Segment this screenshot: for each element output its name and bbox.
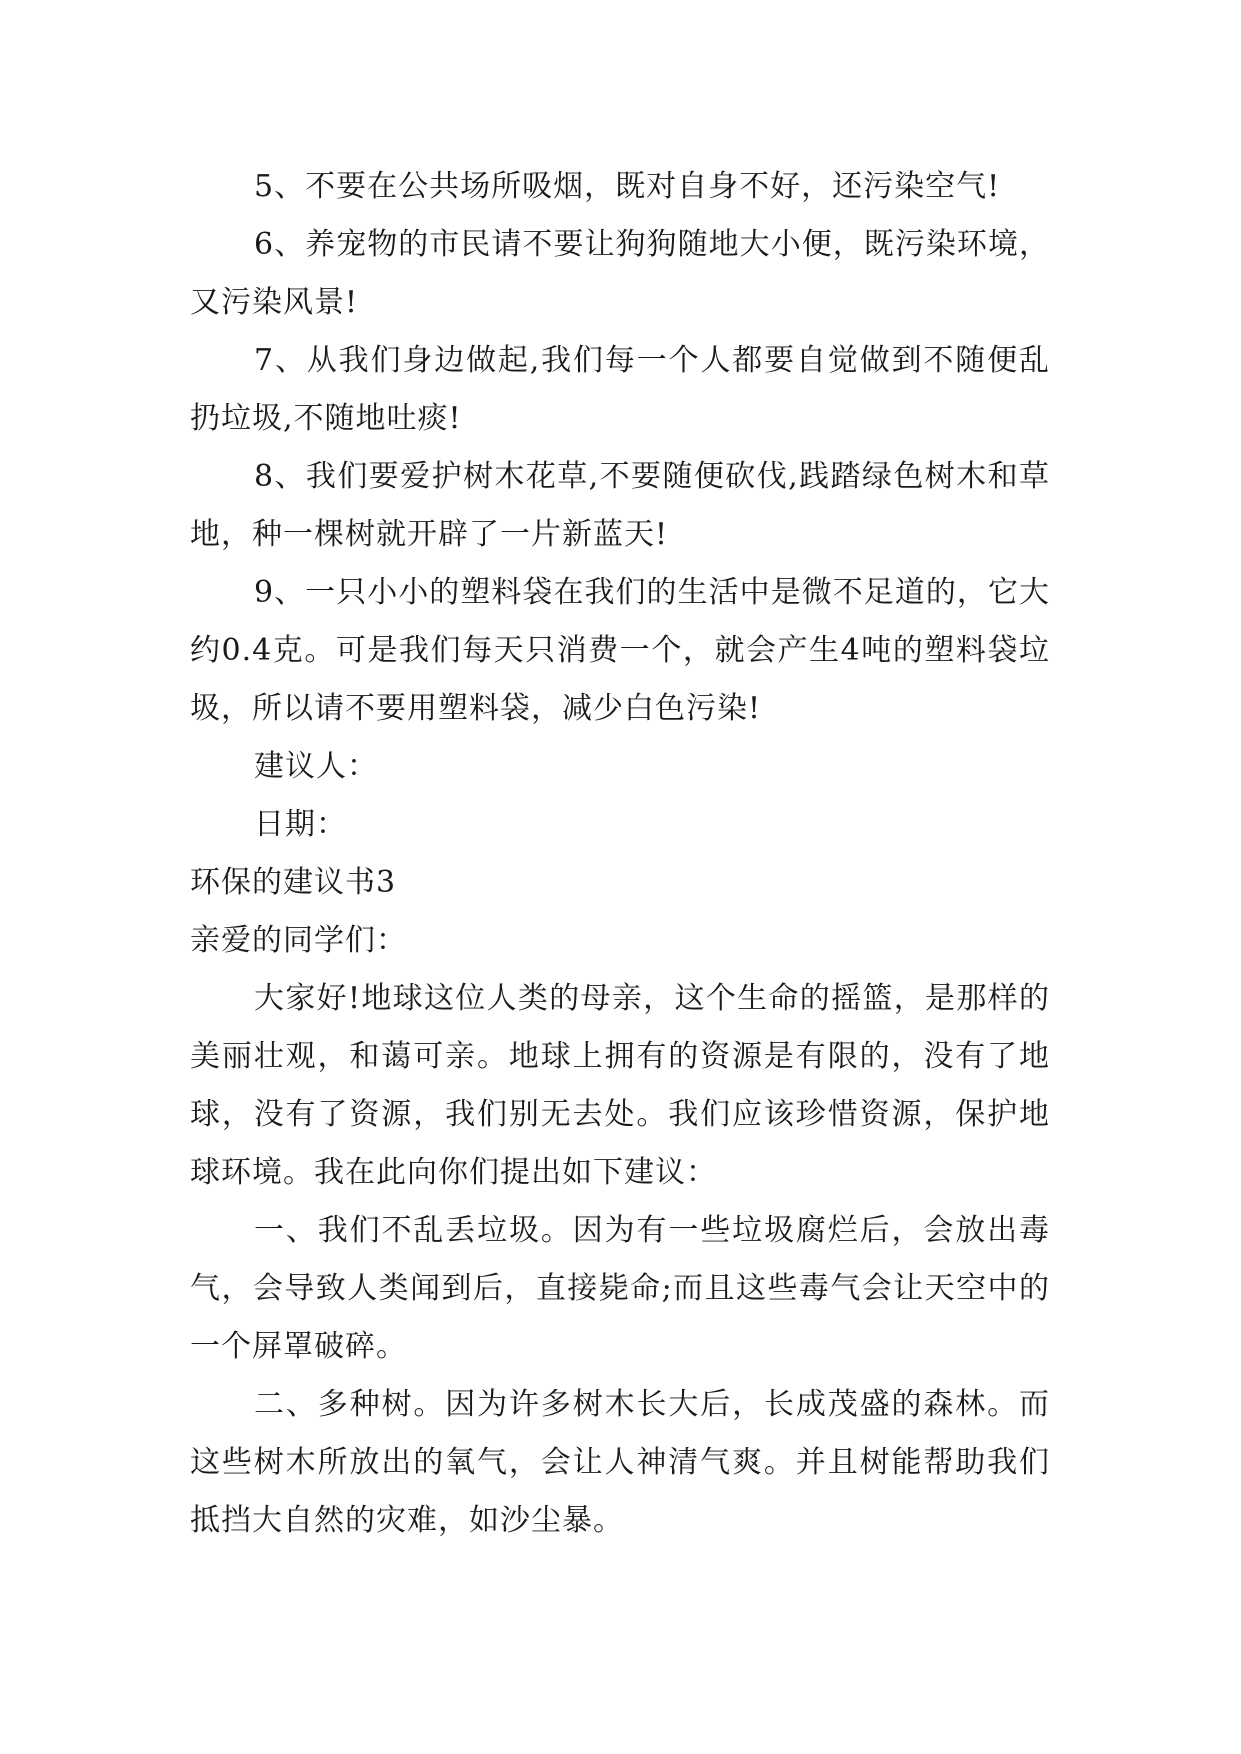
salutation: 亲爱的同学们： xyxy=(190,923,407,958)
date-line: 日期： xyxy=(254,807,347,842)
paragraph-item-6: 6、养宠物的市民请不要让狗狗随地大小便，既污染环境，又污染风景! xyxy=(190,227,1050,320)
intro-paragraph: 大家好!地球这位人类的母亲，这个生命的摇篮，是那样的美丽壮观，和蔼可亲。地球上拥有的资源是有限的，没有了地球，没有了资源，我们别无去处。我们应该珍惜资源，保护地球环境。我在此向你们提出如下建议： xyxy=(190,981,1050,1190)
paragraph-item-5: 5、不要在公共场所吸烟，既对自身不好，还污染空气! xyxy=(254,169,1001,204)
document-body xyxy=(190,158,1050,1550)
suggestion-2: 二、多种树。因为许多树木长大后，长成茂盛的森林。而这些树木所放出的氧气，会让人神清气爽。并且树能帮助我们抵挡大自然的灾难，如沙尘暴。 xyxy=(190,1387,1050,1538)
proposer-line: 建议人： xyxy=(254,749,378,784)
section-title: 环保的建议书3 xyxy=(190,865,397,900)
suggestion-1: 一、我们不乱丢垃圾。因为有一些垃圾腐烂后，会放出毒气，会导致人类闻到后，直接毙命;而且这些毒气会让天空中的一个屏罩破碎。 xyxy=(190,1213,1050,1364)
paragraph-item-8: 8、我们要爱护树木花草,不要随便砍伐,践踏绿色树木和草地，种一棵树就开辟了一片新蓝天! xyxy=(190,459,1050,552)
paragraph-item-9: 9、一只小小的塑料袋在我们的生活中是微不足道的，它大约0.4克。可是我们每天只消费一个，就会产生4吨的塑料袋垃圾，所以请不要用塑料袋，减少白色污染! xyxy=(190,575,1050,726)
paragraph-item-7: 7、从我们身边做起,我们每一个人都要自觉做到不随便乱扔垃圾,不随地吐痰! xyxy=(190,343,1050,436)
